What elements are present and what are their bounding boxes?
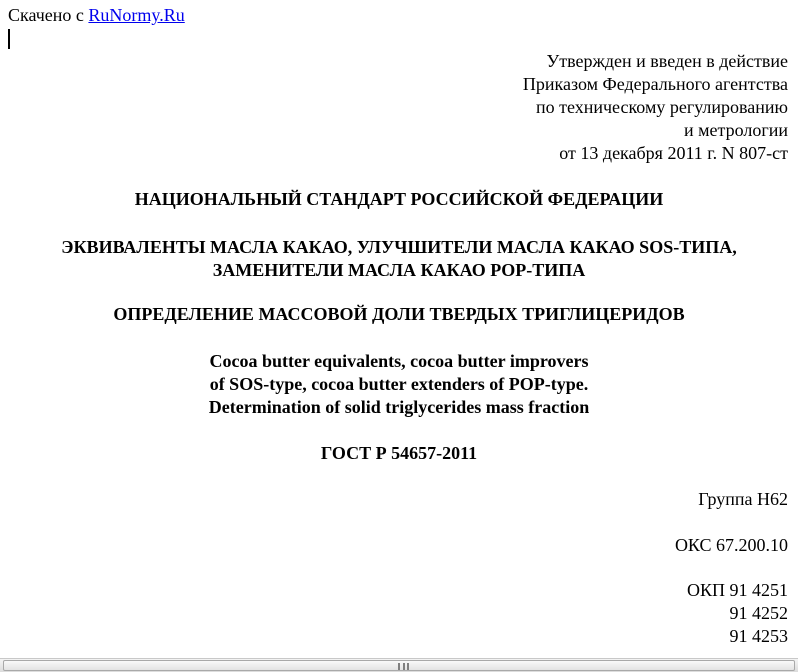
subject-title [0,236,798,282]
approval-line: Приказом Федерального агентства [522,74,788,94]
standard-title: НАЦИОНАЛЬНЫЙ СТАНДАРТ РОССИЙСКОЙ ФЕДЕРАЦИИ [134,189,664,209]
subject-line: ЭКВИВАЛЕНТЫ МАСЛА КАКАО, УЛУЧШИТЕЛИ МАСЛА КАКАО SOS-ТИПА, [61,237,737,257]
site-link[interactable]: RuNormy.Ru [88,5,185,25]
approval-line: Утвержден и введен в действие [546,51,788,71]
english-line: Determination of solid triglycerides mass fraction [208,397,590,417]
horizontal-scrollbar[interactable] [0,658,798,672]
english-line: Cocoa butter equivalents, cocoa butter improvers [209,351,589,371]
scrollbar-thumb[interactable] [3,660,795,671]
approval-block [523,50,788,165]
scroll-grip-icon [398,663,409,670]
okp-codes [687,579,788,648]
okp-line: 91 4252 [729,603,788,623]
okp-line: 91 4253 [729,626,788,646]
subject-line: ЗАМЕНИТЕЛИ МАСЛА КАКАО POP-ТИПА [212,260,586,280]
english-line: of SOS-type, cocoa butter extenders of POP-type. [209,374,589,394]
approval-line: по техническому регулированию [535,97,788,117]
approval-line: и метрологии [684,120,788,140]
download-source-line [8,5,185,26]
group-code: Группа Н62 [698,489,788,509]
okp-line: ОКП 91 4251 [686,580,788,600]
oks-code: ОКС 67.200.10 [674,535,788,555]
method-title: ОПРЕДЕЛЕНИЕ МАССОВОЙ ДОЛИ ТВЕРДЫХ ТРИГЛИЦЕРИДОВ [113,304,685,324]
english-title [0,350,798,419]
text-caret [8,29,10,49]
download-prefix: Скачено с [8,5,89,25]
gost-number: ГОСТ Р 54657-2011 [320,443,478,463]
approval-line: от 13 декабря 2011 г. N 807-ст [559,143,788,163]
